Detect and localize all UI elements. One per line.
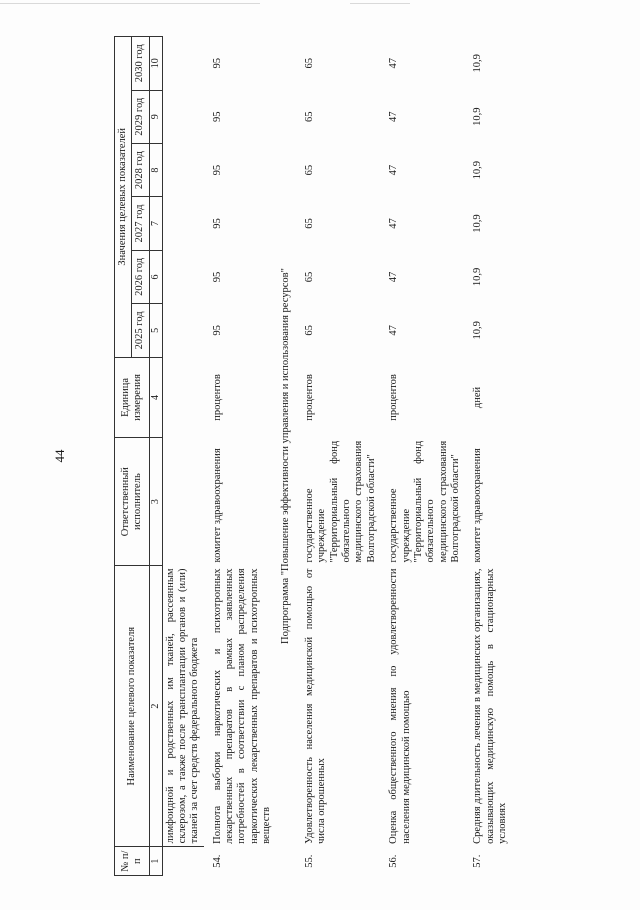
column-number-row [149,37,162,876]
header-year: 2026 год [132,250,149,303]
header-year: 2030 год [132,37,149,91]
header-year: 2029 год [132,90,149,143]
row-value: 10,9 [472,160,484,180]
row-value: 47 [388,325,400,336]
row-value: 10,9 [472,321,484,340]
row-value: 47 [388,271,400,283]
column-number: 6 [149,250,162,303]
indicators-table [114,36,512,876]
row-value: 10,9 [472,54,484,73]
column-number: 5 [149,304,162,357]
row-value: 47 [388,218,400,229]
header-year: 2027 год [132,197,149,250]
row-executor: комитет здравоохранения [472,448,484,563]
subprogram-row [276,37,296,876]
row-executor: государственное учреждение "Территориальный фонд обязательного медицинского страхования Волгоградской области" [303,440,377,563]
header-unit: Единица измерения [115,357,150,438]
row-value: 47 [388,111,400,122]
row-value: 65 [303,325,315,336]
header-name: Наименование целевого показателя [115,565,150,846]
column-number: 4 [149,357,162,438]
row-unit: процентов [388,374,400,421]
row-num: 56. [388,854,400,868]
column-number: 7 [149,197,162,250]
header-values: Значения целевых показателей [115,37,132,358]
row-value: 95 [211,111,223,122]
page-number: 44 [52,449,67,463]
row-value: 10,9 [472,107,484,126]
row-value: 95 [211,58,223,69]
row-unit: процентов [211,374,223,421]
header-executor: Ответственный исполнитель [115,438,150,566]
scan-edge-mark [0,3,260,4]
scan-edge-mark [350,3,410,4]
row-value: 65 [303,164,315,176]
column-number: 3 [149,438,162,566]
header-year: 2025 год [132,304,149,357]
row-num: 57. [472,854,484,868]
row-num: 54. [211,854,223,868]
row-indicator-name: Средняя длительность лечения в медицинских организациях, оказывающих медицинскую помощь в стационарных условиях [472,568,509,844]
row-value: 65 [303,111,315,122]
row-unit: процентов [303,374,315,421]
row-value: 47 [388,164,400,176]
continuation-row [162,37,204,876]
column-number: 2 [149,565,162,846]
row-value: 65 [303,218,315,229]
subprogram-title: Подпрограмма "Повышение эффективности управления и использования ресурсов" [279,268,291,644]
row-value: 95 [211,218,223,229]
row-value: 95 [211,164,223,176]
row-value: 10,9 [472,214,484,233]
row-value: 65 [303,271,315,283]
row-executor: государственное учреждение "Территориальный фонд обязательного медицинского страхования Волгоградской области" [388,440,462,563]
table-row [204,37,276,876]
table-row [380,37,464,876]
row-num: 55. [303,854,315,868]
row-value: 47 [388,58,400,69]
row-indicator-name: Удовлетворенность населения медицинской помощью от числа опрошенных [303,568,328,844]
row-value: 65 [303,58,315,69]
header-num: № п/п [115,847,150,876]
rotated-table-wrapper [114,36,614,876]
row-executor: комитет здравоохранения [211,448,223,563]
table-row [464,37,511,876]
column-number: 9 [149,90,162,143]
column-number: 1 [149,847,162,876]
column-number: 10 [149,37,162,91]
continuation-text: лимфоидной и родственных им тканей, рассеянным склерозом, а также после трансплантации органов и (или) тканей за счет средств федерального бюджета [164,568,201,844]
header-row-1 [115,37,132,876]
header-year: 2028 год [132,143,149,196]
row-indicator-name: Оценка общественного мнения по удовлетворенности населения медицинской помощью [388,568,412,844]
row-value: 10,9 [472,267,484,287]
row-value: 95 [211,325,223,336]
row-value: 95 [211,271,223,283]
column-number: 8 [149,143,162,196]
row-indicator-name: Полнота выборки наркотических и психотропных лекарственных препаратов в рамках заявленных потребностей в соответствии с планом распределения наркотических лекарственных препаратов и психотропных веществ [211,568,273,844]
table-row [296,37,380,876]
row-unit: дней [472,386,484,409]
